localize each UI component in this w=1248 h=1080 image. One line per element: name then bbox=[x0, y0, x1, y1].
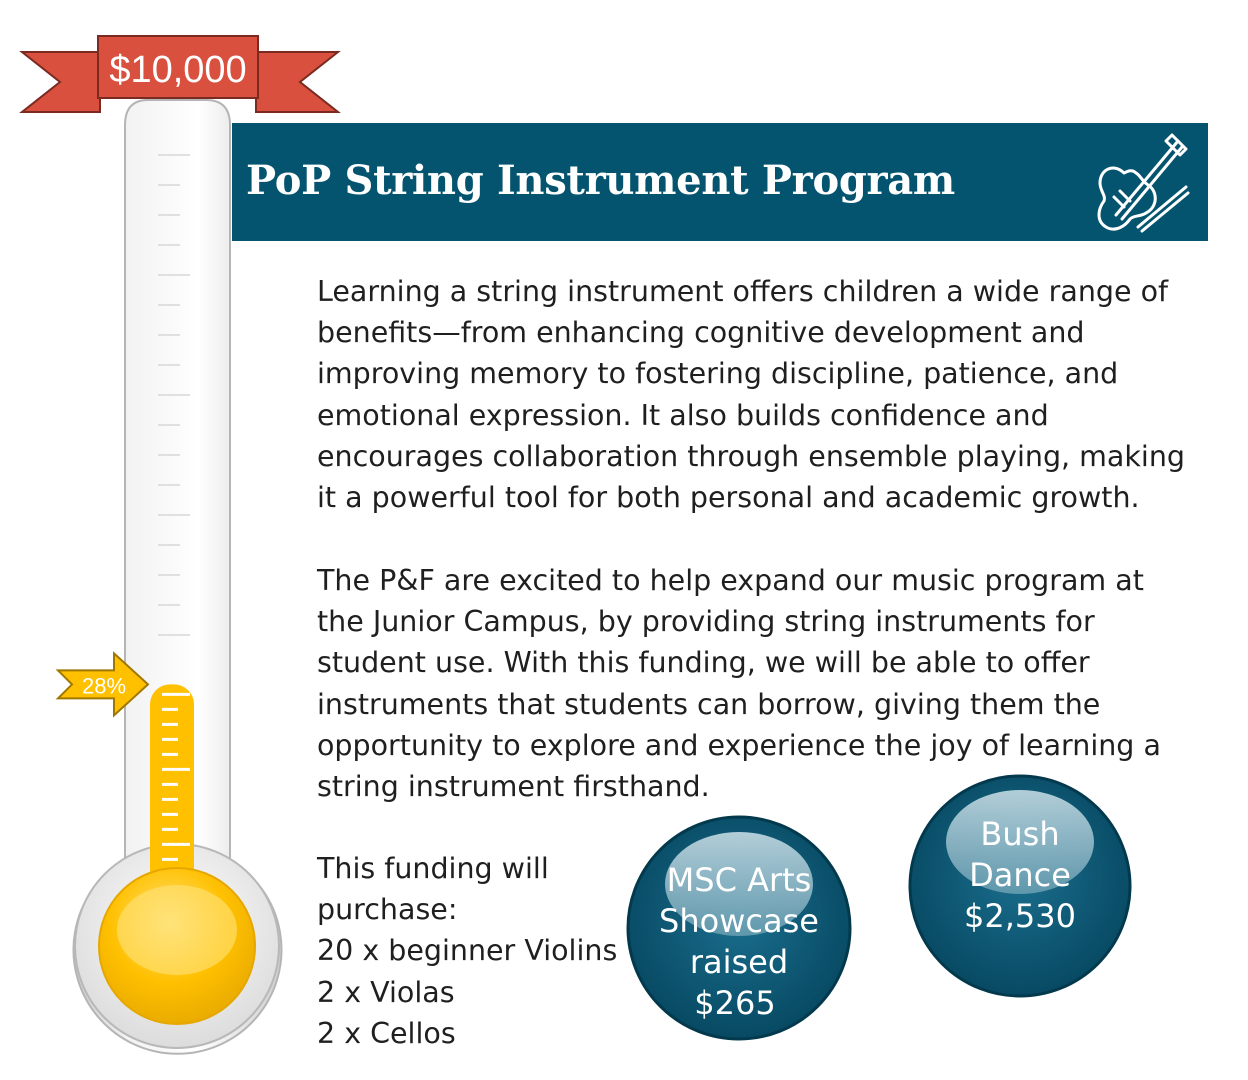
text-line: emotional expression. It also builds confidence and bbox=[317, 398, 1049, 432]
progress-label: 28% bbox=[81, 673, 127, 699]
text-line: encourages collaboration through ensemble playing, making bbox=[317, 439, 1185, 473]
goal-amount: $10,000 bbox=[109, 49, 247, 91]
text-line: opportunity to explore and experience the joy of learning a bbox=[317, 728, 1161, 762]
event-bush-dance-text bbox=[920, 814, 1120, 937]
event-text-line: raised bbox=[689, 943, 789, 981]
event-amount: $265 bbox=[694, 984, 776, 1022]
event-text-line: MSC Arts bbox=[666, 861, 812, 899]
event-text-line: Dance bbox=[969, 856, 1071, 894]
text-line: it a powerful tool for both personal and academic growth. bbox=[317, 480, 1140, 514]
event-amount: $2,530 bbox=[964, 897, 1076, 935]
intro-paragraph bbox=[317, 271, 1185, 518]
text-line: student use. With this funding, we will be able to offer bbox=[317, 646, 1090, 680]
violin-icon bbox=[1086, 129, 1190, 237]
text-line: the Junior Campus, by providing string instruments for bbox=[317, 605, 1095, 639]
list-item: 2 x Violas bbox=[317, 975, 455, 1009]
text-line: Learning a string instrument offers children a wide range of bbox=[317, 275, 1169, 308]
text-line: string instrument firsthand. bbox=[317, 769, 710, 803]
text-line: benefits—from enhancing cognitive development and bbox=[317, 316, 1085, 350]
event-text-line: Bush bbox=[980, 815, 1060, 853]
text-line: This funding will bbox=[317, 852, 549, 885]
event-text-line: Showcase bbox=[659, 902, 819, 940]
event-msc-arts-text bbox=[639, 860, 839, 1024]
page-title: PoP String Instrument Program bbox=[246, 157, 955, 204]
list-item: 20 x beginner Violins bbox=[317, 934, 618, 968]
text-line: improving memory to fostering discipline, patience, and bbox=[317, 357, 1119, 391]
list-item: 2 x Cellos bbox=[317, 1016, 456, 1050]
text-line: The P&F are excited to help expand our music program at bbox=[317, 564, 1144, 597]
purchase-list bbox=[317, 848, 617, 1054]
text-line: instruments that students can borrow, giving them the bbox=[317, 687, 1101, 721]
text-line: purchase: bbox=[317, 893, 458, 927]
header-banner bbox=[232, 123, 1208, 241]
